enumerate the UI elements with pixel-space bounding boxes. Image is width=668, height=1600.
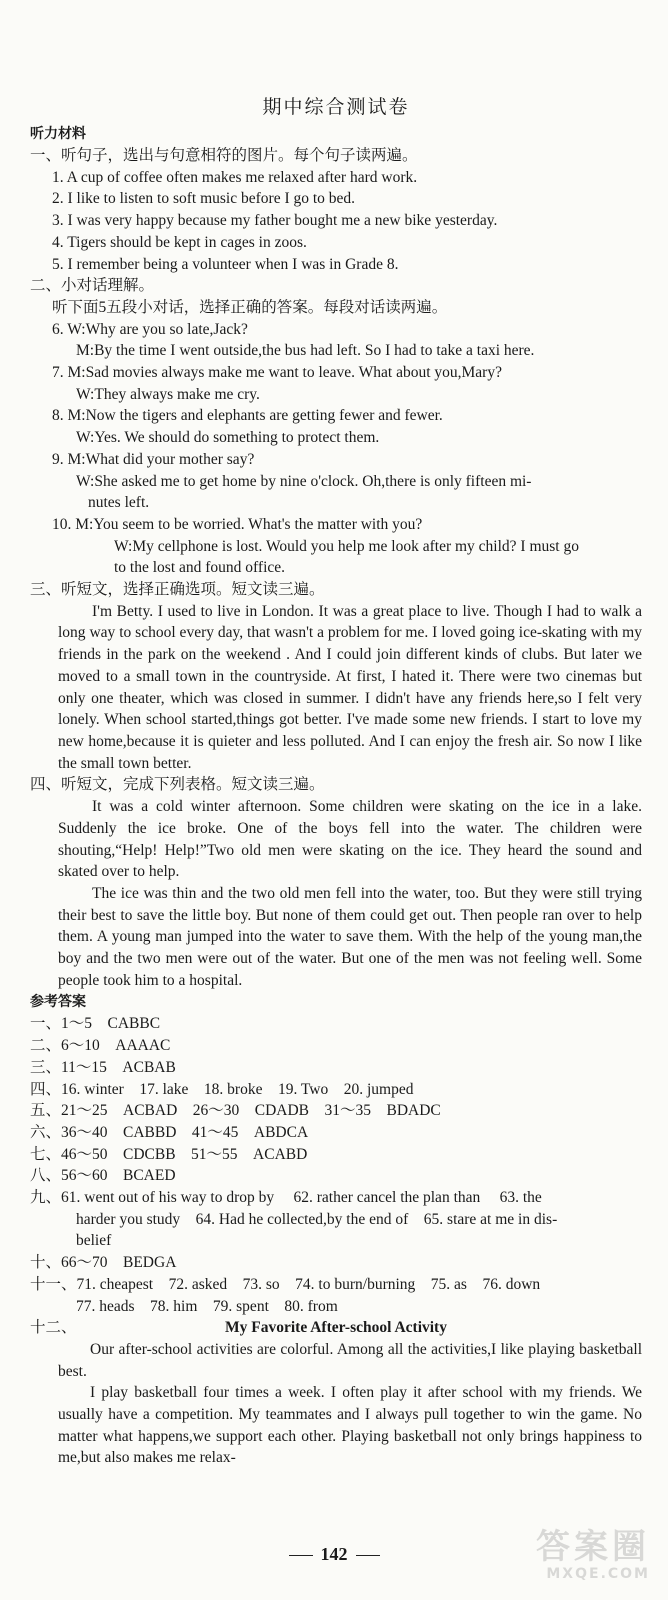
dialogue-line: 7. M:Sad movies always make me want to leave. What about you,Mary?: [52, 364, 502, 382]
answer-line: 三、11～15 ACBAB: [30, 1058, 176, 1076]
listening-header: 听力材料: [30, 126, 86, 142]
part4-passage-1: It was a cold winter afternoon. Some children were skating on the ice in a lake. Suddenly the ice broke. One of the boys fell into the water. The children were shouting,“Help! Help!”Two old men were skating on the ice. They heard the sound and skated over to help.: [58, 798, 642, 881]
answer-line: 十、66～70 BEDGA: [30, 1254, 177, 1272]
answer-line: 五、21～25 ACBAD 26～30 CDADB 31～35 BDADC: [30, 1102, 441, 1120]
dialogue-line: nutes left.: [88, 494, 150, 512]
page-title: 期中综合测试卷: [262, 97, 410, 118]
dialogue-line: M:By the time I went outside,the bus had left. So I had to take a taxi here.: [76, 342, 535, 360]
part2-heading: 二、小对话理解。: [30, 277, 155, 295]
watermark-logo-text: 答案圈: [536, 1527, 650, 1567]
dialogue-line: W:My cellphone is lost. Would you help me look after my child? I must go: [114, 537, 579, 555]
dialogue-line: 10. M:You seem to be worried. What's the matter with you?: [52, 515, 423, 533]
answer-line: 六、36～40 CABBD 41～45 ABDCA: [30, 1123, 309, 1141]
essay-title-row: [30, 1317, 642, 1339]
answers-header: 参考答案: [30, 994, 86, 1011]
part1-item: 4. Tigers should be kept in cages in zoos.: [52, 233, 307, 251]
dialogue-line: W:She asked me to get home by nine o'clock. Oh,there is only fifteen mi-: [76, 472, 532, 490]
dialogue-line: 6. W:Why are you so late,Jack?: [52, 320, 248, 338]
answer-line: 七、46～50 CDCBB 51～55 ACABD: [30, 1145, 308, 1163]
page-number-dash-right: [356, 1555, 380, 1556]
part1-item: 2. I like to listen to soft music before I go to bed.: [52, 190, 356, 208]
page-number-value: 142: [320, 1544, 348, 1564]
part3-passage: I'm Betty. I used to live in London. It was a great place to live. Though I had to walk a long way to school every day, that wasn't a problem for me. I loved going ice-skating with my friends in the park on the weekend . And I could join different kinds of clubs. But later we moved to a small town in the countryside. At first, I hated it. There were two cinemas but only one theater, which was closed in summer. I didn't have any friends here,so I felt very lonely. When school started,things got better. I've made some new friends. I start to love my new home,because it is quieter and less polluted. And I can enjoy the fresh air. So now I like the small town better.: [58, 602, 642, 772]
part1-heading: 一、听句子，选出与句意相符的图片。每个句子读两遍。: [30, 147, 418, 164]
answer-line: 四、16. winter 17. lake 18. broke 19. Two 20. jumped: [30, 1080, 414, 1098]
answer-line: 77. heads 78. him 79. spent 80. from: [76, 1297, 338, 1315]
answer-line: 九、61. went out of his way to drop by 62. rather cancel the plan than 63. the: [30, 1189, 542, 1207]
dialogue-line: W:They always make me cry.: [76, 385, 260, 403]
answer-line: belief: [76, 1232, 112, 1250]
part2-instruction: 听下面5五段小对话，选择正确的答案。每段对话读两遍。: [52, 298, 448, 316]
page-number-dash-left: [289, 1555, 313, 1556]
part1-item: 3. I was very happy because my father bought me a new bike yesterday.: [52, 212, 498, 230]
essay-paragraph-2: I play basketball four times a week. I often play it after school with my friends. We usually have a competition. My teammates and I always pull together to win the game. No matter what happens,we support each other. Playing basketball not only brings happiness to me,but also makes me relax-: [58, 1384, 642, 1467]
part4-passage-2: The ice was thin and the two old men fell into the water, too. But they were still trying their best to save the little boy. But none of them could get out. Then people ran over to help them. A young man jumped into the water to save them. With the help of the young man,the boy and the two men were out of the water. But one of the men was not feeling well. Some people took him to a hospital.: [58, 884, 642, 989]
essay-title: My Favorite After-school Activity: [225, 1319, 447, 1337]
part3-heading: 三、听短文，选择正确选项。短文读三遍。: [30, 581, 325, 599]
dialogue-line: W:Yes. We should do something to protect them.: [76, 429, 380, 447]
answer-line: 十一、71. cheapest 72. asked 73. so 74. to burn/burning 75. as 76. down: [30, 1275, 541, 1293]
essay-paragraph-1: Our after-school activities are colorful. Among all the activities,I like playing basketball best.: [58, 1340, 642, 1380]
part1-item: 5. I remember being a volunteer when I was in Grade 8.: [52, 255, 399, 273]
watermark-url: MXQE.COM: [546, 1566, 650, 1582]
answer-line: harder you study 64. Had he collected,by the end of 65. stare at me in dis-: [76, 1210, 558, 1228]
answer-line: 一、1～5 CABBC: [30, 1015, 161, 1033]
answer-line: 二、6～10 AAAAC: [30, 1037, 171, 1055]
site-watermark: [470, 1528, 650, 1588]
part4-heading: 四、听短文，完成下列表格。短文读三遍。: [30, 776, 325, 794]
part1-item: 1. A cup of coffee often makes me relaxed after hard work.: [52, 168, 418, 186]
dialogue-line: 9. M:What did your mother say?: [52, 450, 255, 468]
document-page: [30, 92, 642, 1469]
dialogue-line: 8. M:Now the tigers and elephants are getting fewer and fewer.: [52, 407, 443, 425]
dialogue-line: to the lost and found office.: [114, 559, 286, 577]
answer-line: 八、56～60 BCAED: [30, 1167, 176, 1185]
essay-label: 十二、: [30, 1319, 77, 1337]
